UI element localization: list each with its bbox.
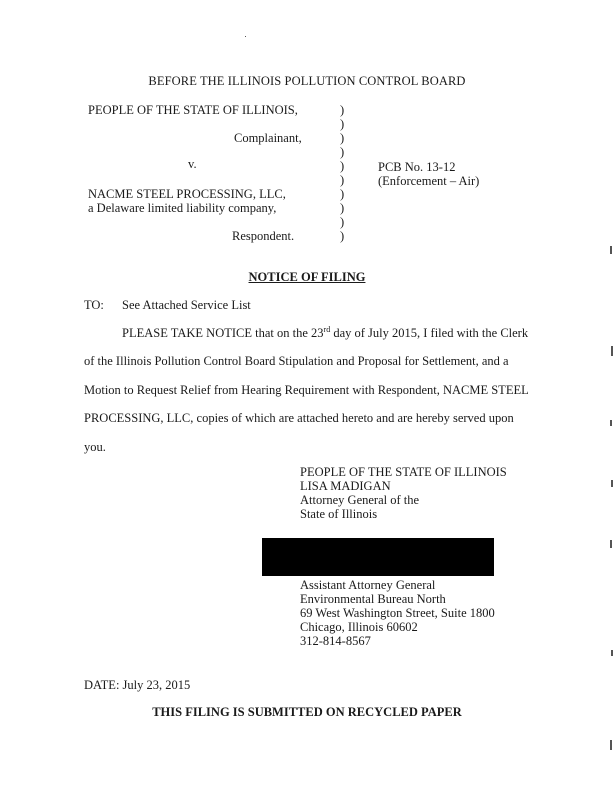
recycled-paper-notice: THIS FILING IS SUBMITTED ON RECYCLED PAPER	[152, 705, 462, 719]
notice-paragraph-line: you.	[84, 440, 106, 454]
respondent-description: a Delaware limited liability company,	[88, 201, 277, 215]
complainant-name: PEOPLE OF THE STATE OF ILLINOIS,	[88, 103, 298, 117]
signature-party: PEOPLE OF THE STATE OF ILLINOIS	[300, 465, 507, 479]
notice-paragraph-line	[122, 325, 528, 341]
signature-title: State of Illinois	[300, 507, 378, 521]
caption-paren: )	[340, 229, 345, 243]
redaction-block	[262, 538, 494, 576]
scan-speck	[611, 480, 613, 487]
filing-date: DATE: July 23, 2015	[84, 678, 191, 692]
scan-speck	[245, 36, 246, 37]
versus-label: v.	[188, 157, 197, 171]
scan-speck	[610, 740, 612, 750]
complainant-role: Complainant,	[234, 131, 302, 145]
city-address: Chicago, Illinois 60602	[300, 620, 418, 634]
scan-speck	[610, 246, 612, 254]
caption-paren: )	[340, 201, 345, 215]
ordinal-suffix: rd	[323, 325, 331, 334]
notice-text: PLEASE TAKE NOTICE that on the 23	[122, 326, 324, 341]
scan-speck	[611, 650, 613, 656]
caption-paren: )	[340, 215, 345, 229]
case-number: PCB No. 13-12	[378, 160, 456, 174]
scan-speck	[610, 540, 612, 548]
to-label: TO:	[84, 298, 104, 312]
respondent-name: NACME STEEL PROCESSING, LLC,	[88, 187, 286, 201]
bureau-name: Environmental Bureau North	[300, 592, 446, 606]
notice-paragraph-line: Motion to Request Relief from Hearing Requirement with Respondent, NACME STEEL	[84, 383, 529, 397]
notice-title: NOTICE OF FILING	[248, 270, 366, 284]
respondent-role: Respondent.	[232, 229, 295, 243]
scan-speck	[611, 346, 613, 356]
street-address: 69 West Washington Street, Suite 1800	[300, 606, 495, 620]
caption-paren: )	[340, 159, 345, 173]
caption-paren: )	[340, 117, 345, 131]
to-value: See Attached Service List	[122, 298, 251, 312]
notice-paragraph-line: of the Illinois Pollution Control Board Stipulation and Proposal for Settlement, and a	[84, 354, 509, 368]
notice-paragraph-line: PROCESSING, LLC, copies of which are attached hereto and are hereby served upon	[84, 411, 514, 425]
caption-paren: )	[340, 131, 345, 145]
caption-paren: )	[340, 187, 345, 201]
caption-paren: )	[340, 145, 345, 159]
caption-paren: )	[340, 173, 345, 187]
scan-speck	[610, 420, 612, 426]
phone-number: 312-814-8567	[300, 634, 371, 648]
attorney-title: Assistant Attorney General	[300, 578, 436, 592]
notice-text: day of July 2015, I filed with the Clerk	[330, 326, 529, 341]
signature-name: LISA MADIGAN	[300, 479, 391, 493]
case-type: (Enforcement – Air)	[378, 174, 480, 188]
board-title: BEFORE THE ILLINOIS POLLUTION CONTROL BOARD	[148, 74, 466, 88]
caption-paren: )	[340, 103, 345, 117]
signature-title: Attorney General of the	[300, 493, 420, 507]
